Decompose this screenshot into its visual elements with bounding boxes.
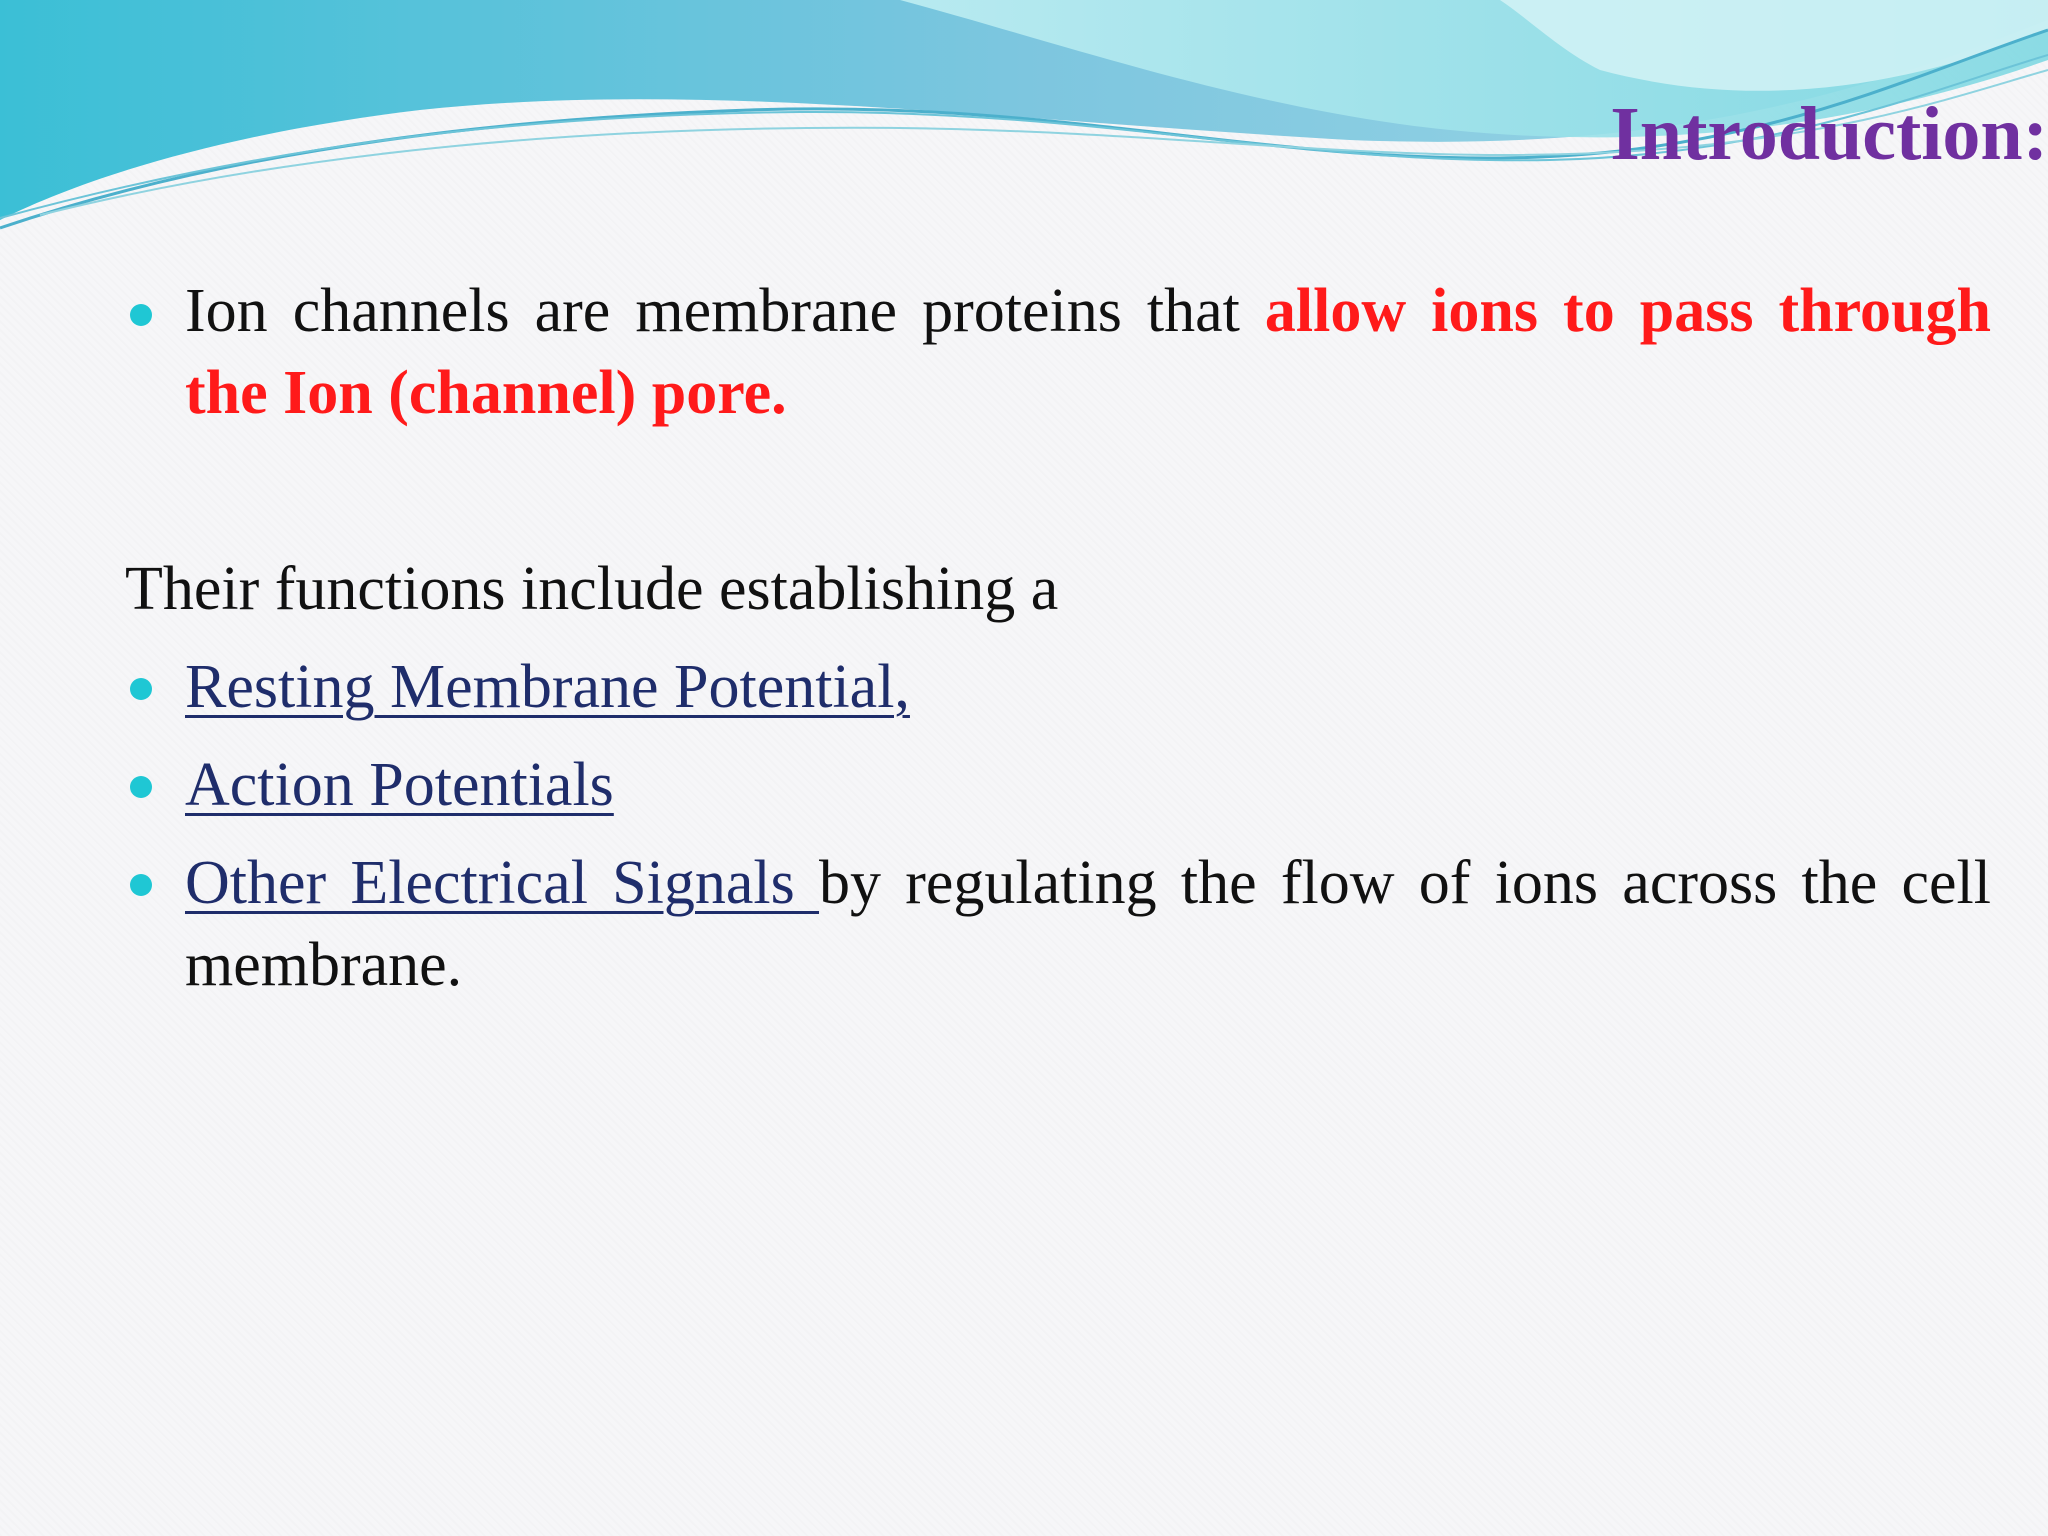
bullet-text-emphasis: allow ions to pass through the Ion (channel) pore. — [185, 277, 1992, 427]
link-action-potentials[interactable]: Action Potentials — [185, 751, 614, 819]
bullet-dot-icon — [130, 304, 152, 326]
bullet-text-plain: Ion channels are membrane proteins that — [185, 277, 1265, 345]
bullet-dot-icon — [130, 874, 152, 896]
functions-intro-text: Their functions include establishing a — [125, 555, 1059, 623]
link-other-electrical-signals[interactable]: Other Electrical Signals — [185, 849, 820, 917]
bullet-text — [185, 270, 1991, 434]
link-resting-membrane-potential[interactable]: Resting Membrane Potential, — [185, 653, 910, 721]
list-item-text — [185, 744, 1991, 826]
list-item-text — [185, 842, 1991, 1006]
list-item-suffix: by regulating the flow of ions across the cell membrane. — [185, 849, 1991, 999]
slide-title: Introduction: — [1610, 92, 2048, 176]
bullet-dot-icon — [130, 776, 152, 798]
list-item-text — [185, 646, 1991, 728]
bullet-dot-icon — [130, 678, 152, 700]
